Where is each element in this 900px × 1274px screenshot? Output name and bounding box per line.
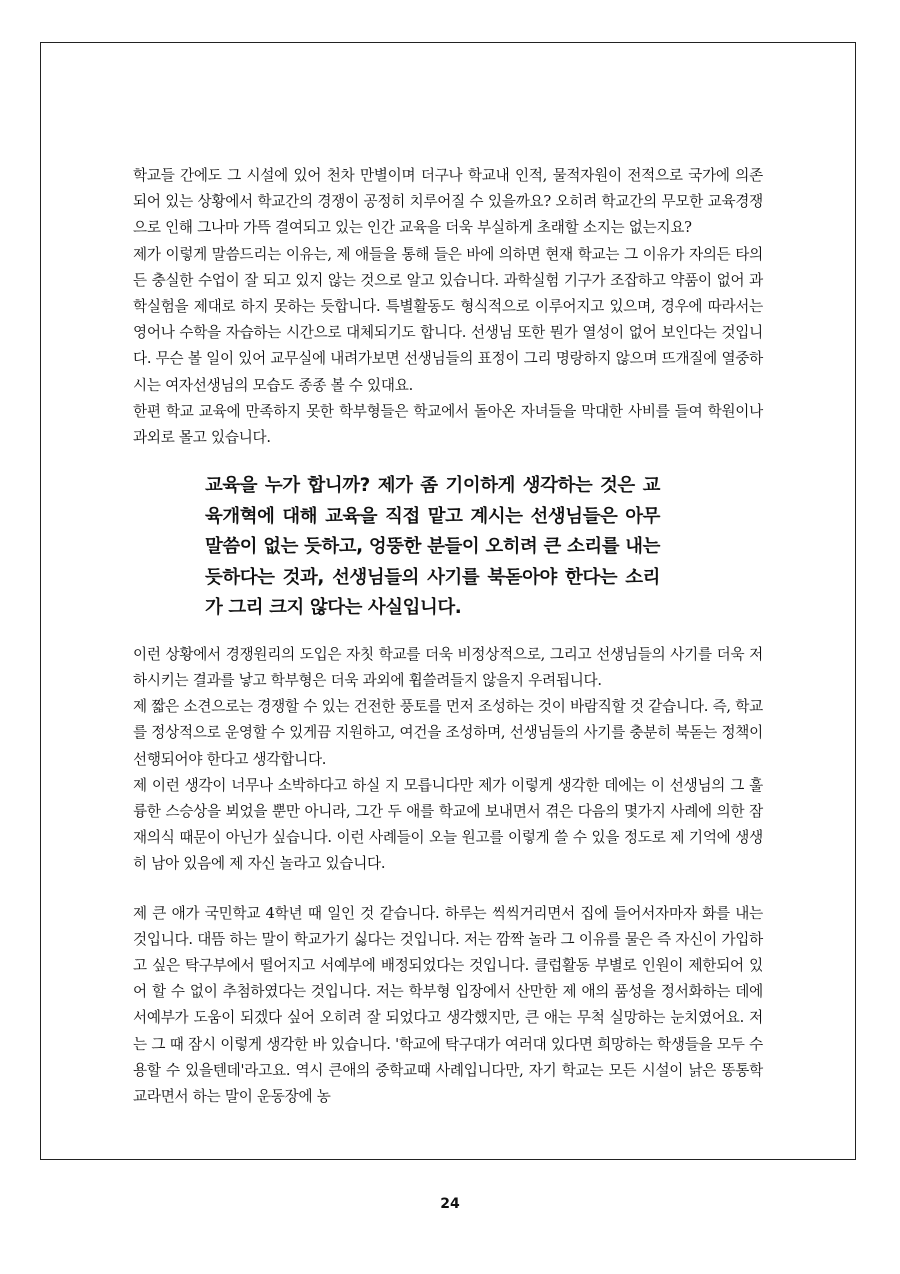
paragraph: 제 이런 생각이 너무나 소박하다고 하실 지 모릅니다만 제가 이렇게 생각한 데에는 이 선생님의 그 훌륭한 스승상을 뵈었을 뿐만 아니라, 그간 두 애를 학교에 보내면서 겪은 다음의 몇가지 사례에 의한 잠재의식 때문이 아닌가 싶습니다. 이런 사례들이 오늘 원고를 이렇게 쓸 수 있을 정도로 제 기억에 생생히 남아 있음에 제 자신 놀라고 있습니다. <box>133 776 763 873</box>
paragraph: 이런 상황에서 경쟁원리의 도입은 자칫 학교를 더욱 비정상적으로, 그리고 선생님들의 사기를 더욱 저하시키는 결과를 낳고 학부형은 더욱 과외에 휩쓸려들지 않을지 우려됩니다. <box>133 645 763 689</box>
page-number: 24 <box>440 1196 460 1212</box>
paragraph: 제 큰 애가 국민학교 4학년 때 일인 것 같습니다. 하루는 씩씩거리면서 집에 들어서자마자 화를 내는 것입니다. 대뜸 하는 말이 학교가기 싫다는 것입니다. 저는 깜짝 놀라 그 이유를 물은 즉 자신이 가입하고 싶은 탁구부에서 떨어지고 서예부에 배정되었다는 것입니다. 클럽활동 부별로 인원이 제한되어 있어 할 수 없이 추첨하였다는 것입니다. 저는 학부형 입장에서 산만한 제 애의 품성을 정서화하는 데에 서예부가 도움이 되겠다 싶어 오히려 잘 되었다고 생각했지만, 큰 애는 무척 실망하는 눈치였어요. 저는 그 때 잠시 이렇게 생각한 바 있습니다. '학교에 탁구대가 여러대 있다면 희망하는 학생들을 모두 수용할 수 있을텐데'라고요. 역시 큰애의 중학교때 사례입니다만, 자기 학교는 모든 시설이 낡은 똥통학교라면서 하는 말이 운동장에 농 <box>133 904 763 1105</box>
pull-quote: 교육을 누가 합니까? 제가 좀 기이하게 생각하는 것은 교육개혁에 대해 교육을 직접 맡고 계시는 선생님들은 아무 말씀이 없는 듯하고, 엉뚱한 분들이 오히려 큰 소리를 내는 듯하다는 것과, 선생님들의 사기를 북돋아야 한다는 소리가 그리 크지 않다는 사실입니다. <box>205 475 660 619</box>
paragraph: 한편 학교 교육에 만족하지 못한 학부형들은 학교에서 돌아온 자녀들을 막대한 사비를 들여 학원이나 과외로 몰고 있습니다. <box>133 402 763 447</box>
paragraph: 제가 이렇게 말씀드리는 이유는, 제 애들을 통해 들은 바에 의하면 현재 학교는 그 이유가 자의든 타의든 충실한 수업이 잘 되고 있지 않는 것으로 알고 있습니다. 과학실험 기구가 조잡하고 약품이 없어 과학실험을 제대로 하지 못하는 듯합니다. 특별활동도 형식적으로 이루어지고 있으며, 경우에 따라서는 영어나 수학을 자습하는 시간으로 대체되기도 합니다. 선생님 또한 뭔가 열성이 없어 보인다는 것입니다. 무슨 볼 일이 있어 교무실에 내려가보면 선생님들의 표정이 그리 명랑하지 않으며 뜨개질에 열중하시는 여자선생님의 모습도 종종 볼 수 있대요. <box>133 245 763 394</box>
article-body <box>133 163 763 1110</box>
paragraph: 학교들 간에도 그 시설에 있어 천차 만별이며 더구나 학교내 인적, 물적자원이 전적으로 국가에 의존 되어 있는 상황에서 학교간의 경쟁이 공정히 치루어질 수 있을까요? 오히려 학교간의 무모한 교육경쟁으로 인해 그나마 가뜩 결여되고 있는 인간 교육을 더욱 부실하게 초래할 소지는 없는지요? <box>133 167 763 237</box>
section-gap <box>133 878 763 901</box>
paragraph: 제 짧은 소견으로는 경쟁할 수 있는 건전한 풍토를 먼저 조성하는 것이 바람직할 것 같습니다. 즉, 학교를 정상적으로 운영할 수 있게끔 지원하고, 여건을 조성하며, 선생님들의 사기를 충분히 북돋는 정책이 선행되어야 한다고 생각합니다. <box>133 698 763 768</box>
